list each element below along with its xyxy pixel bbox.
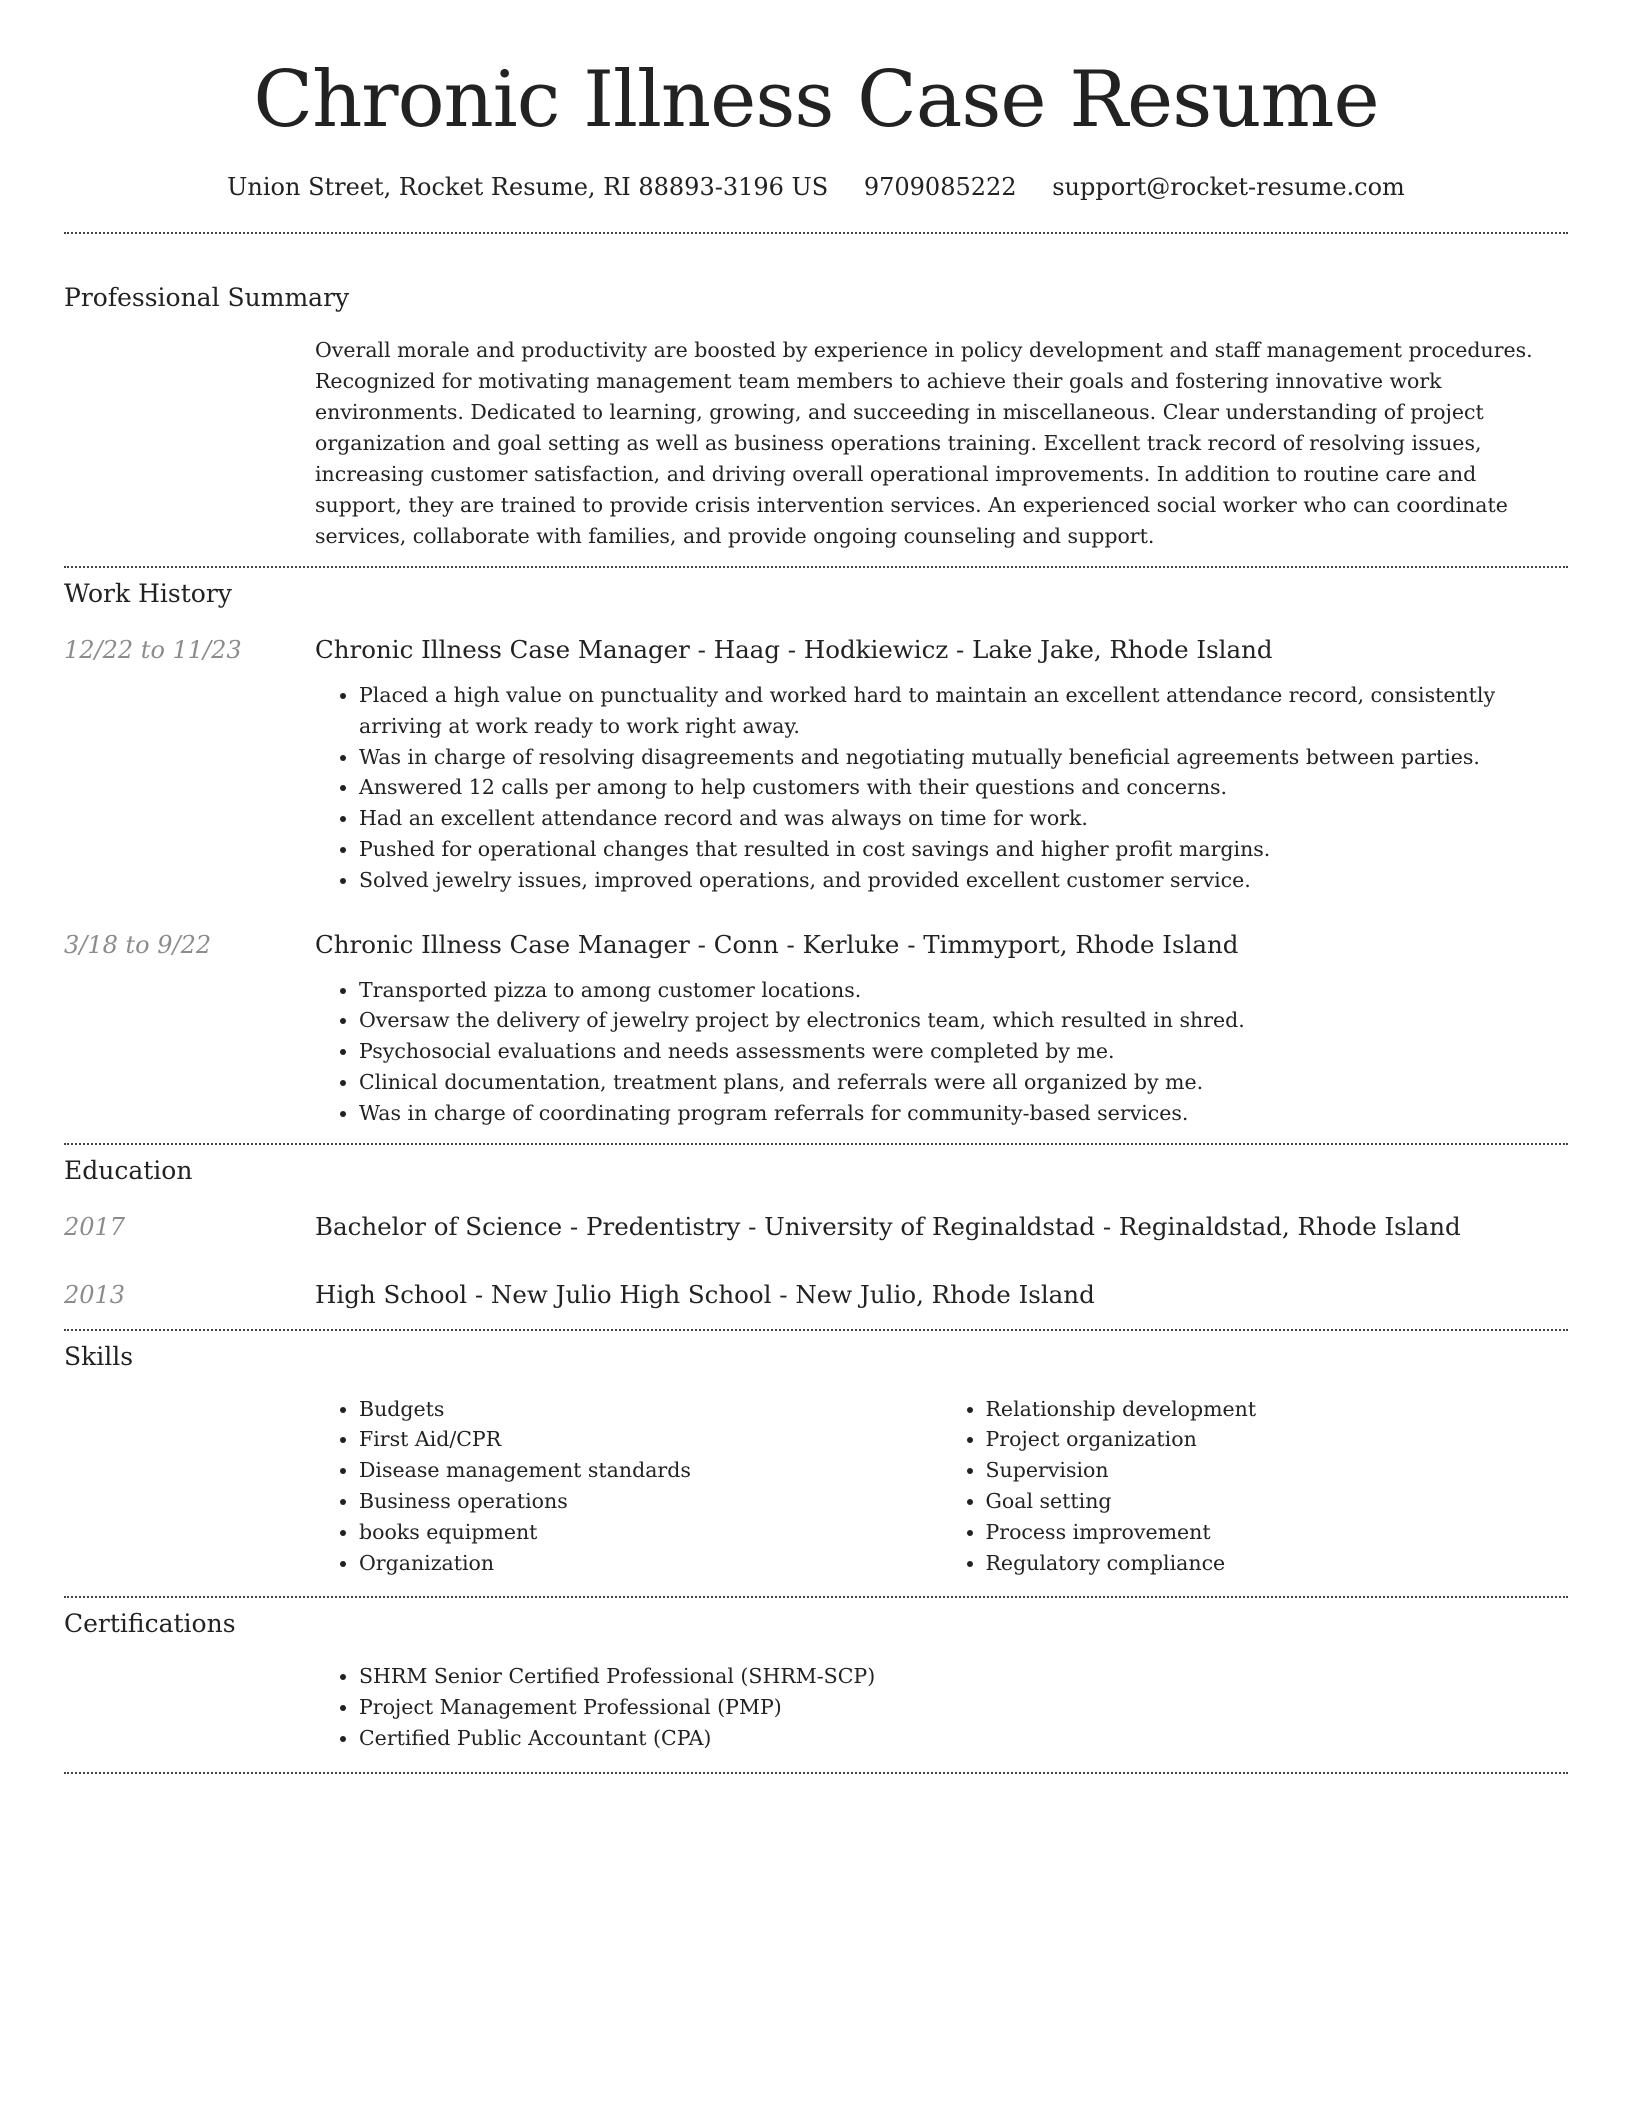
education-section: [64, 1145, 1568, 1311]
list-item: • Pushed for operational changes that resulted in cost savings and higher profit margins.: [359, 834, 1568, 865]
section-title-certifications: Certifications: [64, 1609, 236, 1639]
list-item: • Business operations: [359, 1486, 942, 1517]
list-item: • First Aid/CPR: [359, 1424, 942, 1455]
section-title-work: Work History: [64, 579, 232, 608]
list-item: • Was in charge of coordinating program referrals for community-based services.: [359, 1098, 1568, 1129]
list-item: • Clinical documentation, treatment plans, and referrals were all organized by me.: [359, 1067, 1568, 1098]
list-item: • Supervision: [986, 1455, 1569, 1486]
job-dates: 3/18 to 9/22: [64, 930, 212, 959]
job-bullets: [315, 680, 1568, 896]
job-bullets: [315, 975, 1568, 1129]
section-title-skills: Skills: [64, 1341, 134, 1371]
certifications-section: [64, 1598, 1568, 1753]
list-item: • Certified Public Accountant (CPA): [359, 1723, 1568, 1754]
divider: [64, 1772, 1568, 1774]
education-title: Bachelor of Science - Predentistry - University of Reginaldstad - Reginaldstad, Rhode Island: [315, 1211, 1461, 1241]
education-year: 2017: [64, 1212, 126, 1241]
list-item: • Regulatory compliance: [986, 1548, 1569, 1579]
summary-section: [64, 234, 1568, 552]
resume-header: [64, 0, 1568, 202]
list-item: • Organization: [359, 1548, 942, 1579]
list-item: • Disease management standards: [359, 1455, 942, 1486]
list-item: • Was in charge of resolving disagreements and negotiating mutually beneficial agreements between parties.: [359, 742, 1568, 773]
section-title-summary: Professional Summary: [64, 283, 350, 312]
list-item: • Answered 12 calls per among to help customers with their questions and concerns.: [359, 772, 1568, 803]
list-item: • Budgets: [359, 1394, 942, 1425]
contact-line: [64, 172, 1568, 202]
contact-phone: 9709085222: [863, 173, 1017, 201]
list-item: • Project Management Professional (PMP): [359, 1692, 1568, 1723]
list-item: • Process improvement: [986, 1517, 1569, 1548]
skills-column-2: [942, 1394, 1569, 1579]
job-entry: [64, 634, 1568, 896]
list-item: • books equipment: [359, 1517, 942, 1548]
work-section: [64, 568, 1568, 1129]
section-title-education: Education: [64, 1155, 193, 1185]
list-item: • Transported pizza to among customer locations.: [359, 975, 1568, 1006]
resume-name: Chronic Illness Case Resume: [253, 55, 1379, 145]
list-item: • Oversaw the delivery of jewelry project by electronics team, which resulted in shred.: [359, 1005, 1568, 1036]
job-title: Chronic Illness Case Manager - Haag - Hodkiewicz - Lake Jake, Rhode Island: [315, 635, 1273, 664]
list-item: • SHRM Senior Certified Professional (SHRM-SCP): [359, 1661, 1568, 1692]
list-item: • Goal setting: [986, 1486, 1569, 1517]
skills-column-1: [315, 1394, 942, 1579]
education-entry: [64, 1211, 1568, 1243]
list-item: • Psychosocial evaluations and needs assessments were completed by me.: [359, 1036, 1568, 1067]
contact-address: Union Street, Rocket Resume, RI 88893-3196 US: [227, 173, 829, 201]
list-item: • Placed a high value on punctuality and worked hard to maintain an excellent attendance record, consistently arriving at work ready to work right away.: [359, 680, 1568, 742]
education-year: 2013: [64, 1280, 126, 1309]
summary-text: Overall morale and productivity are boosted by experience in policy development and staff management procedures. Recognized for motivating management team members to achieve their goals and fostering innovative work environments. Dedicated to learning, growing, and succeeding in miscellaneous. Clear understanding of project organization and goal setting as well as business operations training. Excellent track record of resolving issues, increasing customer satisfaction, and driving overall operational improvements. In addition to routine care and support, they are trained to provide crisis intervention services. An experienced social worker who can coordinate services, collaborate with families, and provide ongoing counseling and support.: [315, 338, 1533, 548]
contact-email: support@rocket-resume.com: [1052, 173, 1405, 201]
job-dates: 12/22 to 11/23: [64, 636, 242, 664]
skills-section: [64, 1331, 1568, 1579]
education-title: High School - New Julio High School - New Julio, Rhode Island: [315, 1279, 1095, 1309]
list-item: • Had an excellent attendance record and was always on time for work.: [359, 803, 1568, 834]
list-item: • Project organization: [986, 1424, 1569, 1455]
education-entry: [64, 1279, 1568, 1311]
job-entry: [64, 929, 1568, 1129]
list-item: • Relationship development: [986, 1394, 1569, 1425]
list-item: • Solved jewelry issues, improved operations, and provided excellent customer service.: [359, 865, 1568, 896]
job-title: Chronic Illness Case Manager - Conn - Kerluke - Timmyport, Rhode Island: [315, 929, 1239, 959]
certifications-list: [315, 1661, 1568, 1753]
